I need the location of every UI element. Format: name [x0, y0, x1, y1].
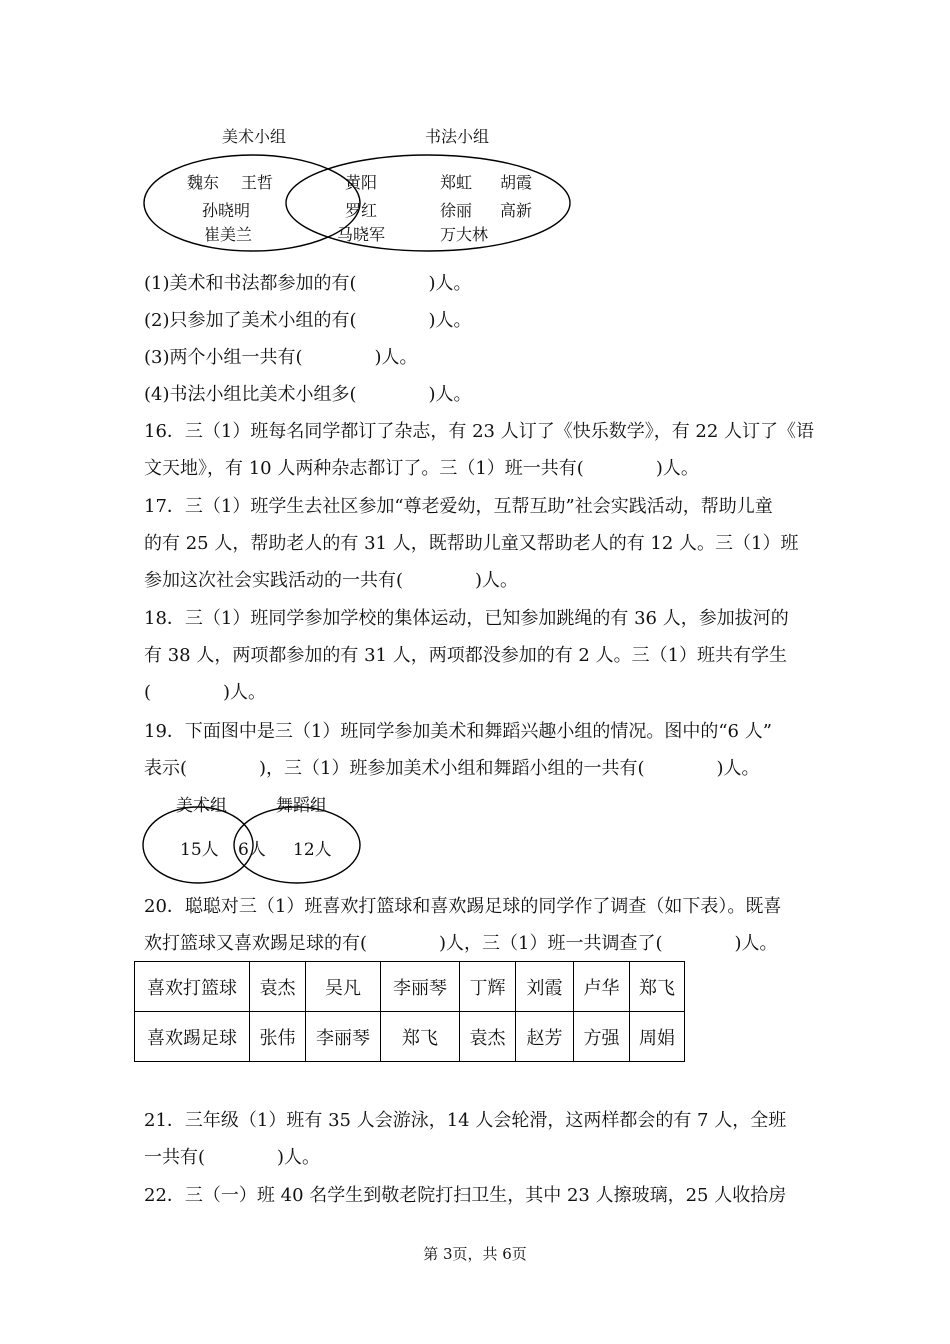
table-cell: 方强 [574, 1012, 630, 1062]
q22-line-1: 22．三（一）班 40 名学生到敬老院打扫卫生，其中 23 人擦玻璃，25 人收拾房 [144, 1185, 787, 1206]
table-cell: 袁杰 [250, 962, 306, 1012]
q20-line-1: 20．聪聪对三（1）班喜欢打篮球和喜欢踢足球的同学作了调查（如下表）。既喜 [144, 896, 782, 917]
venn1-right-title: 书法小组 [425, 127, 490, 146]
q15-part-2: (2)只参加了美术小组的有( )人。 [144, 310, 472, 331]
q20-line-2: 欢打篮球又喜欢踢足球的有( )人，三（1）班一共调查了( )人。 [144, 933, 778, 954]
table-cell: 李丽琴 [381, 962, 460, 1012]
venn2-left-title: 美术组 [176, 796, 227, 816]
table-cell: 丁辉 [460, 962, 516, 1012]
venn2-right-title: 舞蹈组 [276, 796, 327, 816]
q18-line-3: ( )人。 [144, 682, 267, 703]
venn1-name: 胡霞 [500, 173, 533, 192]
q16-line-2: 文天地》，有 10 人两种杂志都订了。三（1）班一共有( )人。 [144, 458, 699, 479]
q17-line-3: 参加这次社会实践活动的一共有( )人。 [144, 570, 519, 591]
venn1-name: 孙晓明 [202, 201, 251, 220]
table-cell: 周娟 [630, 1012, 685, 1062]
table-cell: 喜欢打篮球 [135, 962, 250, 1012]
q17-line-2: 的有 25 人，帮助老人的有 31 人，既帮助儿童又帮助老人的有 12 人。三（1）班 [144, 533, 799, 554]
table-cell: 喜欢踢足球 [135, 1012, 250, 1062]
venn1-name: 魏东 [187, 173, 220, 192]
q19-line-1: 19．下面图中是三（1）班同学参加美术和舞蹈兴趣小组的情况。图中的“6 人” [144, 721, 772, 742]
table-cell: 郑飞 [630, 962, 685, 1012]
venn1-name: 罗红 [345, 201, 378, 220]
table-cell: 刘霞 [516, 962, 574, 1012]
table-cell: 张伟 [250, 1012, 306, 1062]
q18-line-1: 18．三（1）班同学参加学校的集体运动，已知参加跳绳的有 36 人，参加拔河的 [144, 608, 789, 629]
venn1-name: 马晓军 [337, 225, 386, 244]
table-cell: 郑飞 [381, 1012, 460, 1062]
venn1-name: 黄阳 [345, 173, 378, 192]
page-footer: 第 3页，共 6页 [423, 1245, 527, 1263]
venn1-left-title: 美术小组 [222, 127, 287, 146]
q15-part-3: (3)两个小组一共有( )人。 [144, 347, 418, 368]
table-cell: 吴凡 [306, 962, 381, 1012]
q21-line-2: 一共有( )人。 [144, 1147, 321, 1168]
venn1-name: 王哲 [241, 173, 274, 192]
table-cell: 赵芳 [516, 1012, 574, 1062]
venn2-left-only: 15人 [180, 840, 219, 860]
table-cell: 李丽琴 [306, 1012, 381, 1062]
q15-part-1: (1)美术和书法都参加的有( )人。 [144, 273, 472, 294]
venn2-both: 6人 [238, 840, 266, 860]
table-row [135, 962, 685, 1012]
venn1-name: 郑虹 [440, 173, 473, 192]
table-cell: 袁杰 [460, 1012, 516, 1062]
venn1-name: 高新 [500, 201, 533, 220]
table-cell: 卢华 [574, 962, 630, 1012]
q15-part-4: (4)书法小组比美术小组多( )人。 [144, 384, 472, 405]
q21-line-1: 21．三年级（1）班有 35 人会游泳，14 人会轮滑，这两样都会的有 7 人，全班 [144, 1110, 787, 1131]
q19-line-2: 表示( )，三（1）班参加美术小组和舞蹈小组的一共有( )人。 [144, 758, 760, 779]
venn1-name: 万大林 [440, 225, 489, 244]
table-row [135, 1012, 685, 1062]
q17-line-1: 17．三（1）班学生去社区参加“尊老爱幼，互帮互助”社会实践活动，帮助儿童 [144, 496, 773, 517]
venn2-right-only: 12人 [293, 840, 332, 860]
venn1-name: 崔美兰 [204, 225, 253, 244]
survey-table [134, 961, 685, 1062]
venn1-name: 徐丽 [440, 201, 473, 220]
q18-line-2: 有 38 人，两项都参加的有 31 人，两项都没参加的有 2 人。三（1）班共有学生 [144, 645, 788, 666]
q16-line-1: 16．三（1）班每名同学都订了杂志，有 23 人订了《快乐数学》，有 22 人订了《语 [144, 421, 815, 442]
